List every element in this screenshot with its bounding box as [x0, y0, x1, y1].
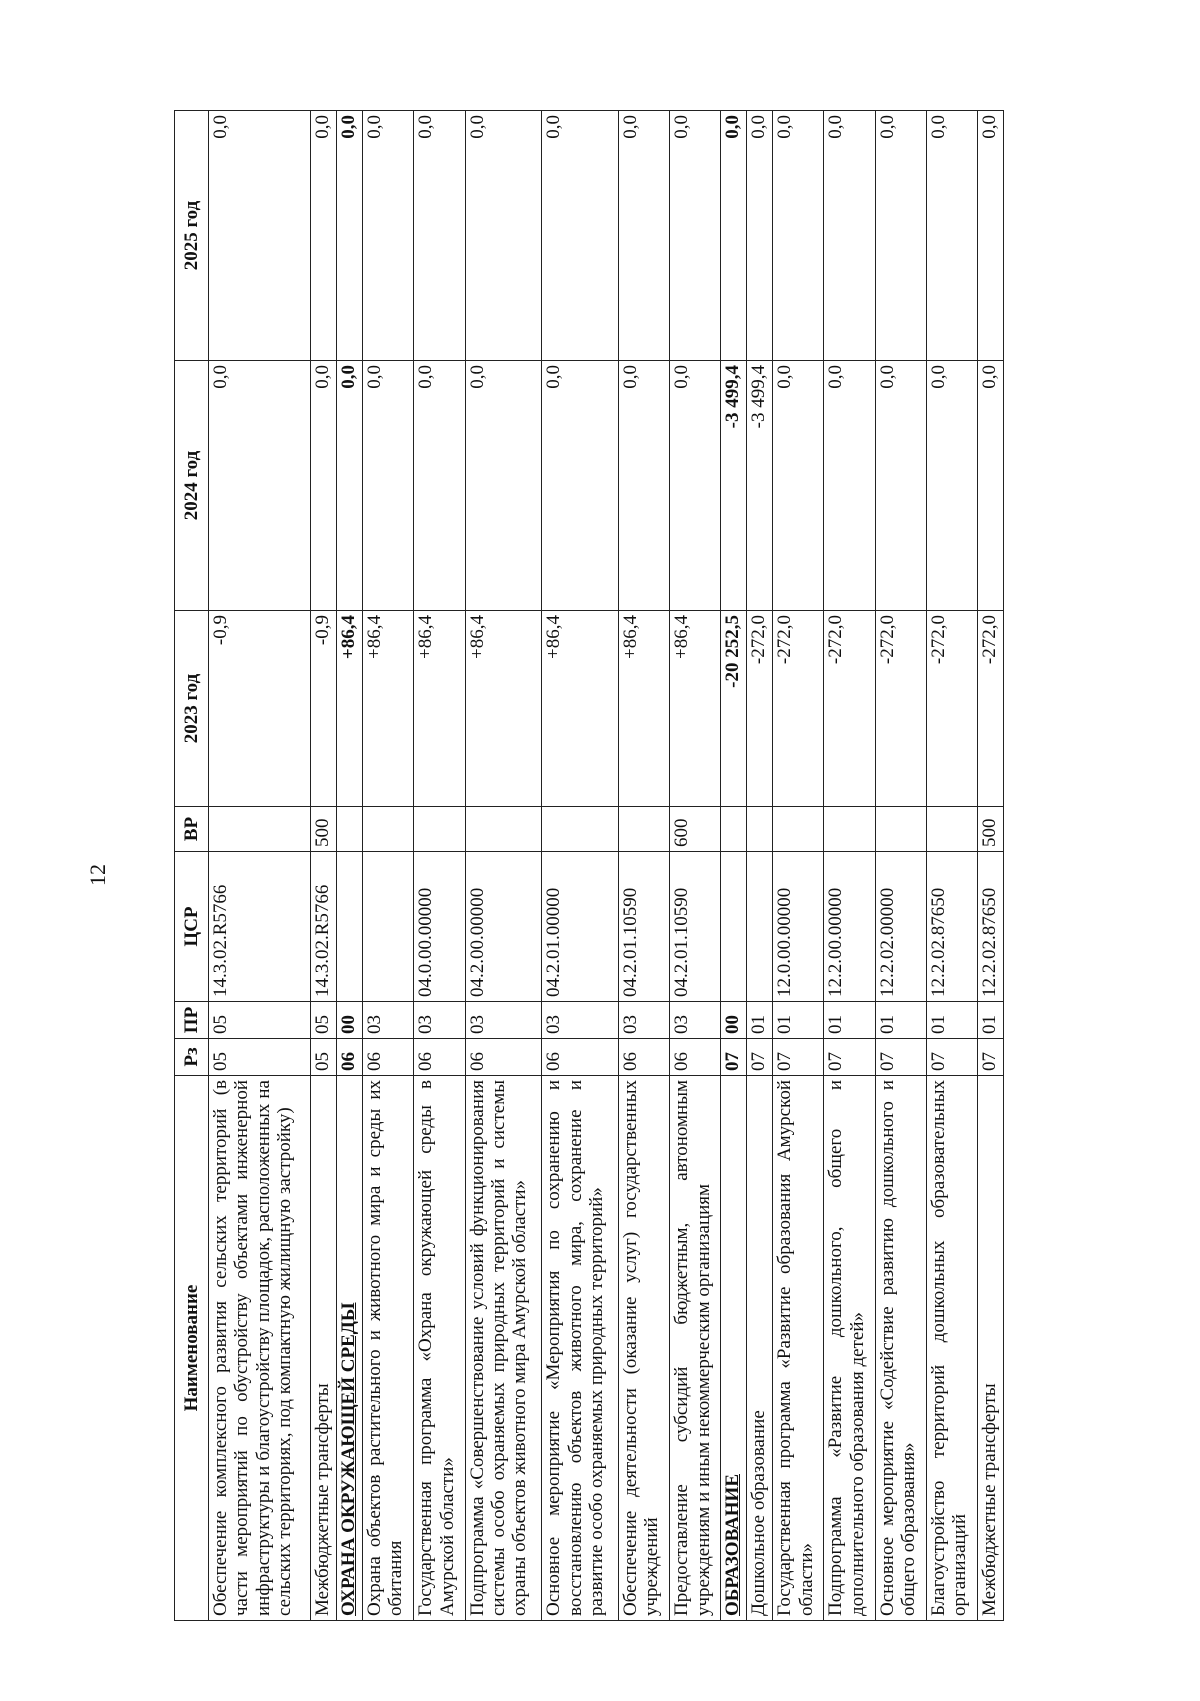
row-value-2024: 0,0 — [824, 361, 875, 611]
row-value-2025: 0,0 — [209, 111, 311, 361]
row-pr: 00 — [337, 1002, 363, 1039]
row-csr: 04.2.00.00000 — [465, 852, 542, 1002]
row-value-2023: -0,9 — [311, 611, 337, 807]
row-name: Основное мероприятие «Содействие развитию дошкольного и общего образования» — [875, 1076, 926, 1621]
budget-table — [174, 110, 1004, 1621]
table-row — [670, 111, 721, 1621]
row-vr — [747, 807, 773, 852]
row-vr — [875, 807, 926, 852]
table-row — [209, 111, 311, 1621]
row-value-2023: +86,4 — [363, 611, 414, 807]
row-value-2024: 0,0 — [670, 361, 721, 611]
row-csr: 12.2.02.87650 — [926, 852, 977, 1002]
row-vr — [209, 807, 311, 852]
row-rz: 06 — [414, 1039, 465, 1076]
row-csr: 14.3.02.R5766 — [209, 852, 311, 1002]
row-pr: 05 — [311, 1002, 337, 1039]
table-row — [721, 111, 747, 1621]
row-value-2023: +86,4 — [337, 611, 363, 807]
row-name — [721, 1076, 747, 1621]
table-header-row — [175, 111, 209, 1621]
row-value-2024: 0,0 — [465, 361, 542, 611]
table-row — [824, 111, 875, 1621]
row-value-2025: 0,0 — [977, 111, 1003, 361]
row-value-2024: 0,0 — [875, 361, 926, 611]
row-name: Государственная программа «Развитие образования Амурской области» — [773, 1076, 824, 1621]
header-name: Наименование — [175, 1076, 209, 1621]
row-rz: 06 — [670, 1039, 721, 1076]
row-pr: 01 — [977, 1002, 1003, 1039]
row-value-2025: 0,0 — [747, 111, 773, 361]
row-name: Межбюджетные трансферты — [311, 1076, 337, 1621]
row-value-2025: 0,0 — [926, 111, 977, 361]
row-value-2025: 0,0 — [619, 111, 670, 361]
row-value-2023: -272,0 — [926, 611, 977, 807]
row-csr: 12.2.02.87650 — [977, 852, 1003, 1002]
table-row — [875, 111, 926, 1621]
row-csr: 04.2.01.10590 — [619, 852, 670, 1002]
row-rz: 05 — [311, 1039, 337, 1076]
header-rz: Рз — [175, 1039, 209, 1076]
row-value-2023: -272,0 — [773, 611, 824, 807]
row-value-2024: 0,0 — [363, 361, 414, 611]
row-value-2025: 0,0 — [773, 111, 824, 361]
row-csr — [337, 852, 363, 1002]
row-value-2024: 0,0 — [926, 361, 977, 611]
section-title: ОБРАЗОВАНИЕ — [722, 1474, 744, 1616]
row-name — [337, 1076, 363, 1621]
row-rz: 07 — [824, 1039, 875, 1076]
row-csr — [363, 852, 414, 1002]
row-pr: 03 — [670, 1002, 721, 1039]
row-name: Подпрограмма «Развитие дошкольного, общего и дополнительного образования детей» — [824, 1076, 875, 1621]
row-name: Благоустройство территорий дошкольных образовательных организаций — [926, 1076, 977, 1621]
row-rz: 06 — [465, 1039, 542, 1076]
row-value-2024: 0,0 — [773, 361, 824, 611]
table-row — [773, 111, 824, 1621]
header-pr: ПР — [175, 1002, 209, 1039]
row-pr: 03 — [619, 1002, 670, 1039]
table-row — [619, 111, 670, 1621]
row-name: Основное мероприятие «Мероприятия по сохранению и восстановлению объектов животного мира, сохранение и развитие особо охраняемых природных территорий» — [542, 1076, 619, 1621]
row-vr — [363, 807, 414, 852]
header-csr: ЦСР — [175, 852, 209, 1002]
row-value-2025: 0,0 — [337, 111, 363, 361]
row-value-2025: 0,0 — [824, 111, 875, 361]
row-pr: 03 — [542, 1002, 619, 1039]
row-value-2024: 0,0 — [619, 361, 670, 611]
table-row — [542, 111, 619, 1621]
row-csr — [721, 852, 747, 1002]
row-rz: 07 — [773, 1039, 824, 1076]
row-csr: 04.0.00.00000 — [414, 852, 465, 1002]
row-value-2024: 0,0 — [337, 361, 363, 611]
row-value-2023: +86,4 — [465, 611, 542, 807]
row-rz: 07 — [926, 1039, 977, 1076]
row-name: Охрана объектов растительного и животного мира и среды их обитания — [363, 1076, 414, 1621]
row-pr: 00 — [721, 1002, 747, 1039]
row-value-2024: -3 499,4 — [721, 361, 747, 611]
row-value-2023: +86,4 — [414, 611, 465, 807]
row-vr — [721, 807, 747, 852]
row-value-2023: -0,9 — [209, 611, 311, 807]
header-2025: 2025 год — [175, 111, 209, 361]
table-row — [363, 111, 414, 1621]
row-name: Предоставление субсидий бюджетным, автономным учреждениям и иным некоммерческим организациям — [670, 1076, 721, 1621]
row-vr: 500 — [311, 807, 337, 852]
row-pr: 03 — [414, 1002, 465, 1039]
row-name: Межбюджетные трансферты — [977, 1076, 1003, 1621]
row-vr — [773, 807, 824, 852]
row-value-2024: -3 499,4 — [747, 361, 773, 611]
row-csr: 12.2.02.00000 — [875, 852, 926, 1002]
row-value-2025: 0,0 — [542, 111, 619, 361]
row-pr: 05 — [209, 1002, 311, 1039]
table-row — [977, 111, 1003, 1621]
row-rz: 07 — [875, 1039, 926, 1076]
row-value-2025: 0,0 — [311, 111, 337, 361]
row-vr — [337, 807, 363, 852]
row-value-2025: 0,0 — [721, 111, 747, 361]
row-csr: 12.2.00.00000 — [824, 852, 875, 1002]
row-value-2023: -272,0 — [747, 611, 773, 807]
row-pr: 01 — [926, 1002, 977, 1039]
row-value-2023: -272,0 — [824, 611, 875, 807]
row-pr: 03 — [465, 1002, 542, 1039]
row-pr: 01 — [773, 1002, 824, 1039]
row-vr — [926, 807, 977, 852]
row-name: Подпрограмма «Совершенствование условий функционирования системы особо охраняемых природных территорий и системы охраны объектов животного мира Амурской области» — [465, 1076, 542, 1621]
header-2023: 2023 год — [175, 611, 209, 807]
row-vr — [824, 807, 875, 852]
row-rz: 06 — [337, 1039, 363, 1076]
row-pr: 03 — [363, 1002, 414, 1039]
header-vr: ВР — [175, 807, 209, 852]
row-rz: 07 — [747, 1039, 773, 1076]
table-row — [465, 111, 542, 1621]
row-rz: 07 — [721, 1039, 747, 1076]
table-row — [337, 111, 363, 1621]
row-pr: 01 — [875, 1002, 926, 1039]
row-value-2024: 0,0 — [311, 361, 337, 611]
row-pr: 01 — [824, 1002, 875, 1039]
row-vr: 600 — [670, 807, 721, 852]
row-value-2023: +86,4 — [670, 611, 721, 807]
row-name: Обеспечение комплексного развития сельских территорий (в части мероприятий по обустройству объектами инженерной инфраструктуры и благоустройству площадок, расположенных на сельских территориях, под компактную жилищную застройку) — [209, 1076, 311, 1621]
row-value-2024: 0,0 — [542, 361, 619, 611]
row-name: Государственная программа «Охрана окружающей среды в Амурской области» — [414, 1076, 465, 1621]
row-value-2025: 0,0 — [875, 111, 926, 361]
section-title: ОХРАНА ОКРУЖАЮЩЕЙ СРЕДЫ — [338, 1302, 360, 1616]
row-csr: 14.3.02.R5766 — [311, 852, 337, 1002]
row-value-2023: -272,0 — [977, 611, 1003, 807]
row-value-2023: -272,0 — [875, 611, 926, 807]
header-2024: 2024 год — [175, 361, 209, 611]
row-rz: 06 — [363, 1039, 414, 1076]
row-rz: 06 — [619, 1039, 670, 1076]
rotated-table-container — [174, 111, 1004, 1621]
row-csr: 04.2.01.10590 — [670, 852, 721, 1002]
row-value-2023: +86,4 — [619, 611, 670, 807]
row-rz: 05 — [209, 1039, 311, 1076]
page-number: 12 — [85, 864, 110, 886]
row-value-2024: 0,0 — [209, 361, 311, 611]
row-pr: 01 — [747, 1002, 773, 1039]
row-vr — [465, 807, 542, 852]
row-vr — [414, 807, 465, 852]
row-rz: 07 — [977, 1039, 1003, 1076]
row-value-2025: 0,0 — [363, 111, 414, 361]
table-row — [926, 111, 977, 1621]
table-row — [414, 111, 465, 1621]
row-csr: 04.2.01.00000 — [542, 852, 619, 1002]
row-value-2025: 0,0 — [414, 111, 465, 361]
row-csr: 12.0.00.00000 — [773, 852, 824, 1002]
row-name: Дошкольное образование — [747, 1076, 773, 1621]
row-name: Обеспечение деятельности (оказание услуг) государственных учреждений — [619, 1076, 670, 1621]
row-value-2025: 0,0 — [670, 111, 721, 361]
row-value-2023: +86,4 — [542, 611, 619, 807]
row-value-2023: -20 252,5 — [721, 611, 747, 807]
row-vr — [542, 807, 619, 852]
row-vr: 500 — [977, 807, 1003, 852]
row-value-2024: 0,0 — [414, 361, 465, 611]
row-csr — [747, 852, 773, 1002]
row-value-2024: 0,0 — [977, 361, 1003, 611]
row-rz: 06 — [542, 1039, 619, 1076]
table-row — [311, 111, 337, 1621]
table-row — [747, 111, 773, 1621]
row-vr — [619, 807, 670, 852]
table-body — [209, 111, 1004, 1621]
row-value-2025: 0,0 — [465, 111, 542, 361]
